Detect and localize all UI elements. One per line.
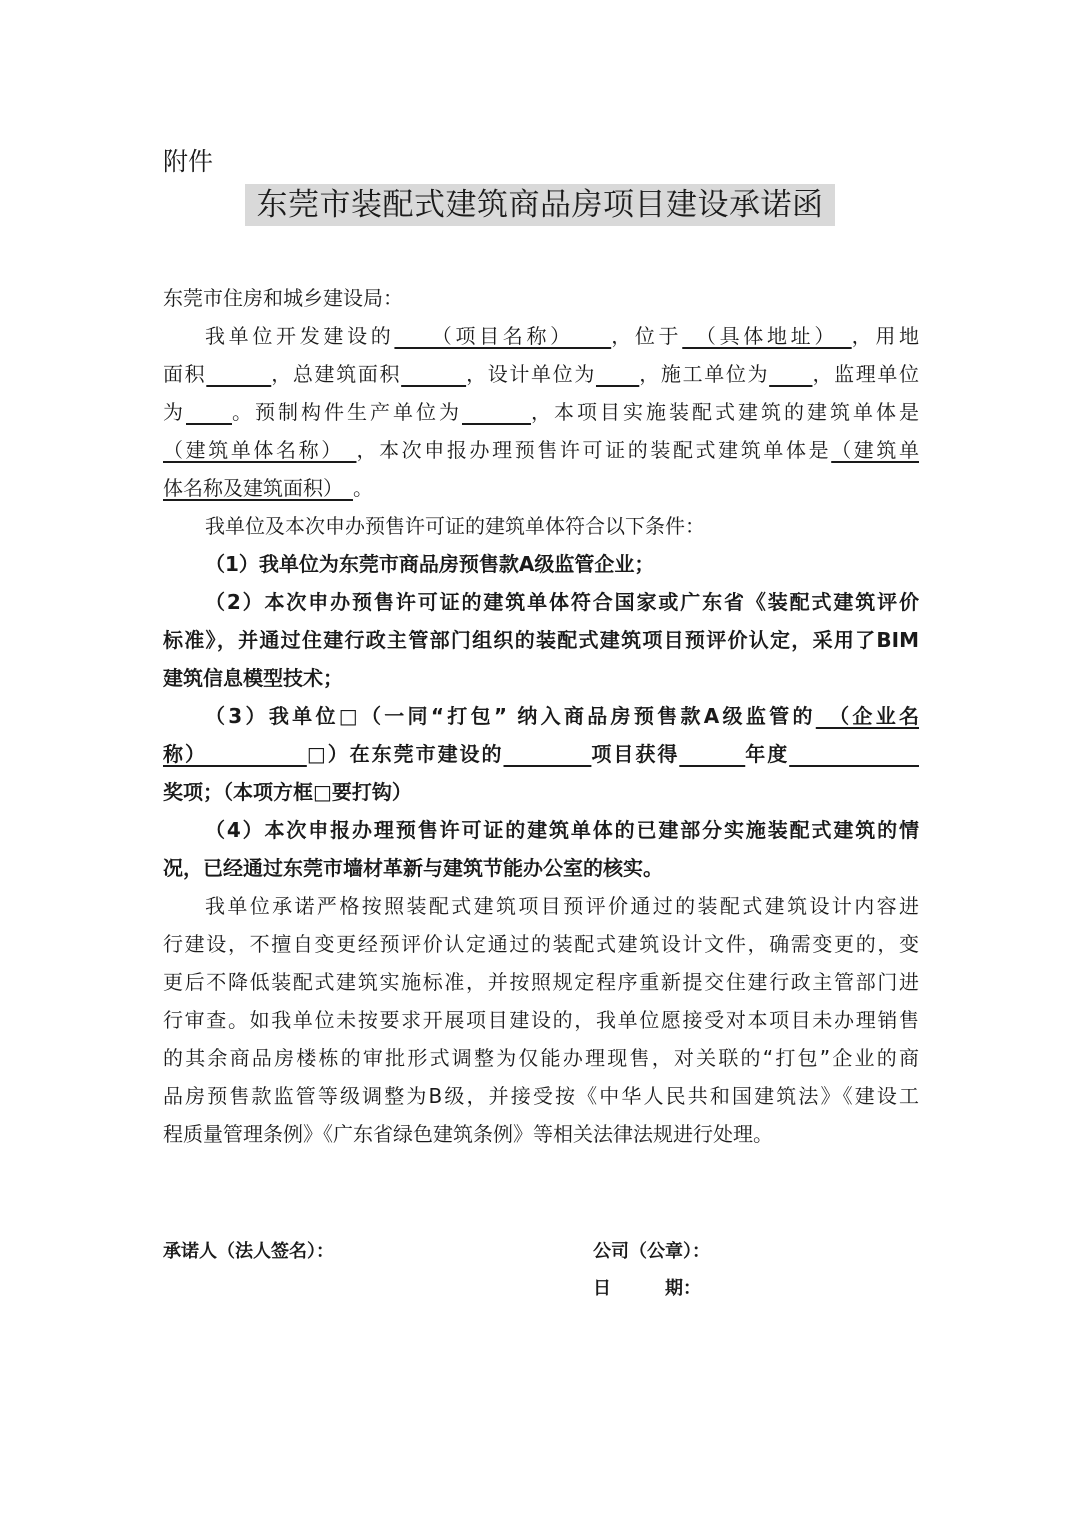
text-segment: 奖项；（本项方框□要打钩）: [163, 780, 412, 804]
text-line: [163, 1041, 919, 1079]
text-segment: ，施工单位为: [639, 362, 770, 386]
underlined-blank-field: （建筑单体名称）: [163, 438, 357, 462]
text-segment: ，用地: [851, 324, 919, 348]
text-line: [163, 585, 919, 623]
text-segment: （1）我单位为东莞市商品房预售款A级监管企业；: [205, 552, 655, 576]
underlined-blank-field: 称）: [163, 742, 307, 766]
text-line: [163, 889, 919, 927]
underlined-blank-field: [769, 362, 812, 386]
text-line: [163, 547, 919, 585]
document-body: [163, 281, 919, 1155]
date-label: 日 期：: [593, 1278, 701, 1299]
text-line: [163, 433, 919, 471]
text-segment: ，位于: [611, 324, 683, 348]
text-segment: （4）本次申报办理预售许可证的建筑单体的已建部分实施装配式建筑的情: [205, 818, 919, 842]
text-line: [163, 737, 919, 775]
text-segment: 的其余商品房楼栋的审批形式调整为仅能办理现售，对关联的“打包”企业的商: [163, 1046, 919, 1070]
underlined-blank-field: （项目名称）: [394, 324, 612, 348]
text-segment: ，本次申报办理预售许可证的装配式建筑单体是: [356, 438, 832, 462]
text-segment: ，设计单位为: [466, 362, 596, 386]
text-line: [163, 661, 919, 699]
text-line: [163, 927, 919, 965]
text-line: [163, 395, 919, 433]
text-line: [163, 319, 919, 357]
text-line: [163, 1079, 919, 1117]
underlined-blank-field: [789, 742, 919, 766]
text-segment: 标准》，并通过住建行政主管部门组织的装配式建筑项目预评价认定，采用了BIM: [163, 628, 919, 652]
text-line: [163, 471, 919, 509]
text-segment: ，本项目实施装配式建筑的建筑单体是: [531, 400, 919, 424]
text-line: [163, 813, 919, 851]
text-segment: （3）我单位□（一同“打包” 纳入商品房预售款A级监管的: [205, 704, 816, 728]
text-segment: 建筑信息模型技术；: [163, 666, 343, 690]
text-segment: 年度: [745, 742, 790, 766]
text-line: [163, 623, 919, 661]
text-segment: 我单位及本次申办预售许可证的建筑单体符合以下条件：: [205, 514, 705, 538]
text-segment: ，总建筑面积: [271, 362, 402, 386]
text-line: [163, 851, 919, 889]
underlined-blank-field: [504, 742, 592, 766]
underlined-blank-field: （企业名: [815, 704, 919, 728]
text-segment: 程质量管理条例》《广东省绿色建筑条例》等相关法律法规进行处理。: [163, 1122, 773, 1146]
text-segment: 。: [353, 476, 373, 500]
underlined-blank-field: [462, 400, 531, 424]
underlined-blank-field: [596, 362, 639, 386]
text-segment: 面积: [163, 362, 207, 386]
underlined-blank-field: （建筑单: [831, 438, 919, 462]
underlined-blank-field: 体名称及建筑面积）: [163, 476, 353, 500]
document-title: 东莞市装配式建筑商品房项目建设承诺函: [245, 184, 835, 226]
text-line: [163, 357, 919, 395]
underlined-blank-field: [679, 742, 745, 766]
text-line: [163, 965, 919, 1003]
underlined-blank-field: [401, 362, 466, 386]
underlined-blank-field: [186, 400, 232, 424]
text-segment: 行审查。如我单位未按要求开展项目建设的，我单位愿接受对本项目未办理销售: [163, 1008, 919, 1032]
text-segment: 更后不降低装配式建筑实施标准，并按照规定程序重新提交住建行政主管部门进: [163, 970, 919, 994]
text-segment: □）在东莞市建设的: [306, 742, 504, 766]
text-segment: 品房预售款监管等级调整为B级，并接受按《中华人民共和国建筑法》《建设工: [163, 1084, 919, 1108]
text-segment: 我单位开发建设的: [205, 324, 395, 348]
text-line: [163, 1003, 919, 1041]
text-line: [163, 509, 919, 547]
underlined-blank-field: （具体地址）: [682, 324, 852, 348]
text-segment: 我单位承诺严格按照装配式建筑项目预评价通过的装配式建筑设计内容进: [205, 894, 919, 918]
text-segment: 行建设，不擅自变更经预评价认定通过的装配式建筑设计文件，确需变更的，变: [163, 932, 919, 956]
underlined-blank-field: [206, 362, 271, 386]
text-segment: 东莞市住房和城乡建设局：: [163, 286, 403, 310]
text-segment: 。预制构件生产单位为: [232, 400, 462, 424]
text-segment: ，监理单位: [812, 362, 919, 386]
attachment-label: 附件: [163, 147, 214, 176]
text-segment: 为: [163, 400, 186, 424]
text-line: [163, 775, 919, 813]
text-line: [163, 699, 919, 737]
promisor-signature-label: 承诺人（法人签名）：: [163, 1241, 334, 1262]
text-segment: 况，已经通过东莞市墙材革新与建筑节能办公室的核实。: [163, 856, 663, 880]
text-line: [163, 281, 919, 319]
text-segment: 项目获得: [591, 742, 680, 766]
company-seal-label: 公司（公章）：: [593, 1241, 710, 1262]
text-segment: （2）本次申办预售许可证的建筑单体符合国家或广东省《装配式建筑评价: [205, 590, 919, 614]
text-line: [163, 1117, 919, 1155]
